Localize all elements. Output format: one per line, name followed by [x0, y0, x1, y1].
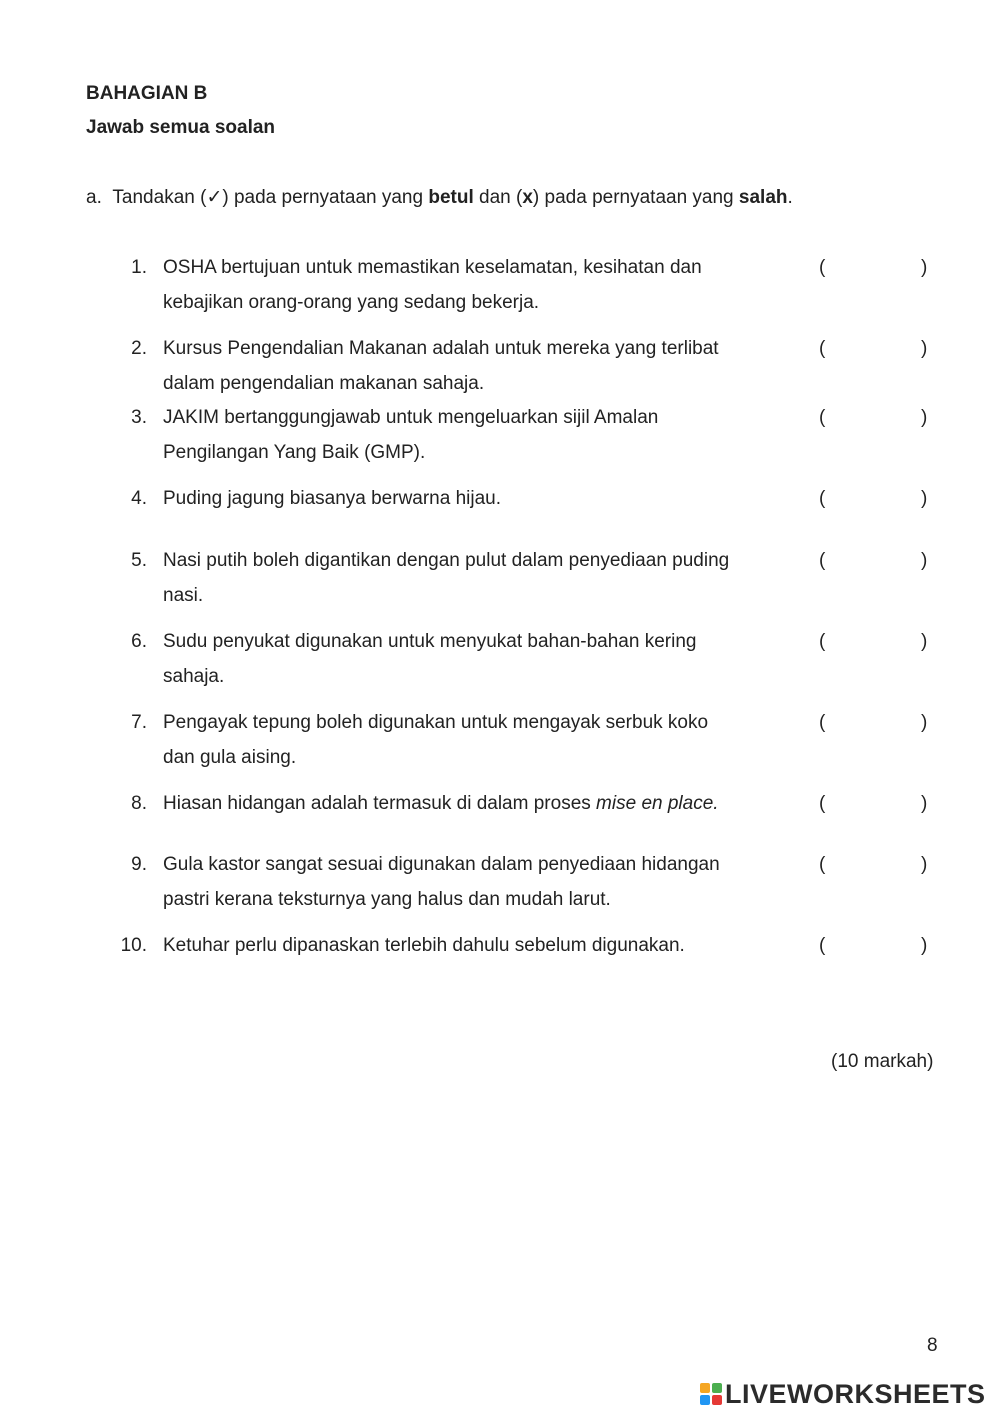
answer-box-close[interactable]: ): [921, 257, 928, 278]
question-number: 7.: [131, 712, 147, 733]
brand-logo-tile: [712, 1383, 722, 1393]
question-number: 10.: [120, 935, 147, 956]
answer-box-close[interactable]: ): [921, 488, 928, 509]
question-text: [163, 705, 783, 775]
instruction-false-word: salah: [738, 187, 788, 208]
answer-box-close[interactable]: ): [921, 935, 928, 956]
instruction-prefix: a.: [86, 187, 102, 208]
answer-box-open[interactable]: (: [819, 257, 826, 278]
question-number: 4.: [131, 488, 147, 509]
answer-box-close[interactable]: ): [921, 550, 928, 571]
question-number: 1.: [131, 257, 147, 278]
question-number: 6.: [131, 631, 147, 652]
instruction-text-1: Tandakan (: [112, 187, 207, 208]
answer-box-close[interactable]: ): [921, 407, 928, 428]
page-number: 8: [927, 1335, 938, 1356]
total-marks: (10 markah): [831, 1051, 934, 1072]
brand-logo-tile: [712, 1395, 722, 1405]
question-line: dalam pengendalian makanan sahaja.: [163, 373, 485, 394]
question-line: Gula kastor sangat sesuai digunakan dalam penyediaan hidangan: [163, 854, 720, 875]
question-line: Nasi putih boleh digantikan dengan pulut dalam penyediaan puding: [163, 550, 730, 571]
answer-box-open[interactable]: (: [819, 407, 826, 428]
brand-logo-icon: [700, 1383, 722, 1405]
question-text: [163, 250, 783, 320]
question-line: OSHA bertujuan untuk memastikan keselamatan, kesihatan dan: [163, 257, 702, 278]
question-line: Kursus Pengendalian Makanan adalah untuk mereka yang terlibat: [163, 338, 719, 359]
instruction-text-4: ) pada pernyataan yang: [532, 187, 739, 208]
brand-logo-tile: [700, 1383, 710, 1393]
liveworksheets-logo: [700, 1380, 986, 1408]
instruction-text-3: dan (: [473, 187, 523, 208]
answer-box-close[interactable]: ): [921, 793, 928, 814]
instruction: [86, 186, 793, 210]
instruction-true-word: betul: [428, 187, 474, 208]
question-line: kebajikan orang-orang yang sedang bekerja.: [163, 292, 540, 313]
answer-box-close[interactable]: ): [921, 338, 928, 359]
answer-box-open[interactable]: (: [819, 338, 826, 359]
question-number: 9.: [131, 854, 147, 875]
question-number: 8.: [131, 793, 147, 814]
question-text: [163, 543, 783, 613]
question-line: Hiasan hidangan adalah termasuk di dalam proses: [163, 793, 597, 814]
question-text: [163, 331, 783, 401]
answer-box-open[interactable]: (: [819, 631, 826, 652]
section-subtitle: Jawab semua soalan: [86, 117, 276, 138]
answer-box-open[interactable]: (: [819, 550, 826, 571]
question-line: Pengayak tepung boleh digunakan untuk mengayak serbuk koko: [163, 712, 709, 733]
brand-name: LIVEWORKSHEETS: [725, 1378, 986, 1409]
question-line: dan gula aising.: [163, 747, 297, 768]
question-line: nasi.: [163, 585, 204, 606]
answer-box-open[interactable]: (: [819, 854, 826, 875]
question-line: pastri kerana teksturnya yang halus dan mudah larut.: [163, 889, 611, 910]
question-line: Pengilangan Yang Baik (GMP).: [163, 442, 426, 463]
question-text: [163, 481, 783, 516]
answer-box-close[interactable]: ): [921, 631, 928, 652]
question-italic-term: mise en place.: [596, 793, 719, 814]
instruction-text-2: ) pada pernyataan yang: [222, 187, 429, 208]
question-line: Sudu penyukat digunakan untuk menyukat bahan-bahan kering: [163, 631, 697, 652]
question-text: [163, 847, 783, 917]
question-text: [163, 786, 783, 821]
answer-box-open[interactable]: (: [819, 712, 826, 733]
question-line: Ketuhar perlu dipanaskan terlebih dahulu sebelum digunakan.: [163, 935, 685, 956]
answer-box-open[interactable]: (: [819, 488, 826, 509]
brand-logo-tile: [700, 1395, 710, 1405]
question-number: 5.: [131, 550, 147, 571]
check-mark-icon: ✓: [206, 187, 223, 208]
question-text: [163, 624, 783, 694]
question-line-wrap: [163, 786, 783, 821]
question-text: [163, 928, 783, 963]
instruction-text-5: .: [787, 187, 793, 208]
section-title: BAHAGIAN B: [86, 83, 208, 104]
cross-mark-icon: x: [522, 187, 533, 208]
answer-box-open[interactable]: (: [819, 793, 826, 814]
question-line: sahaja.: [163, 666, 225, 687]
question-number: 3.: [131, 407, 147, 428]
question-line: JAKIM bertanggungjawab untuk mengeluarkan sijil Amalan: [163, 407, 659, 428]
answer-box-open[interactable]: (: [819, 935, 826, 956]
question-line: Puding jagung biasanya berwarna hijau.: [163, 488, 502, 509]
question-number: 2.: [131, 338, 147, 359]
answer-box-close[interactable]: ): [921, 854, 928, 875]
answer-box-close[interactable]: ): [921, 712, 928, 733]
question-text: [163, 400, 783, 470]
